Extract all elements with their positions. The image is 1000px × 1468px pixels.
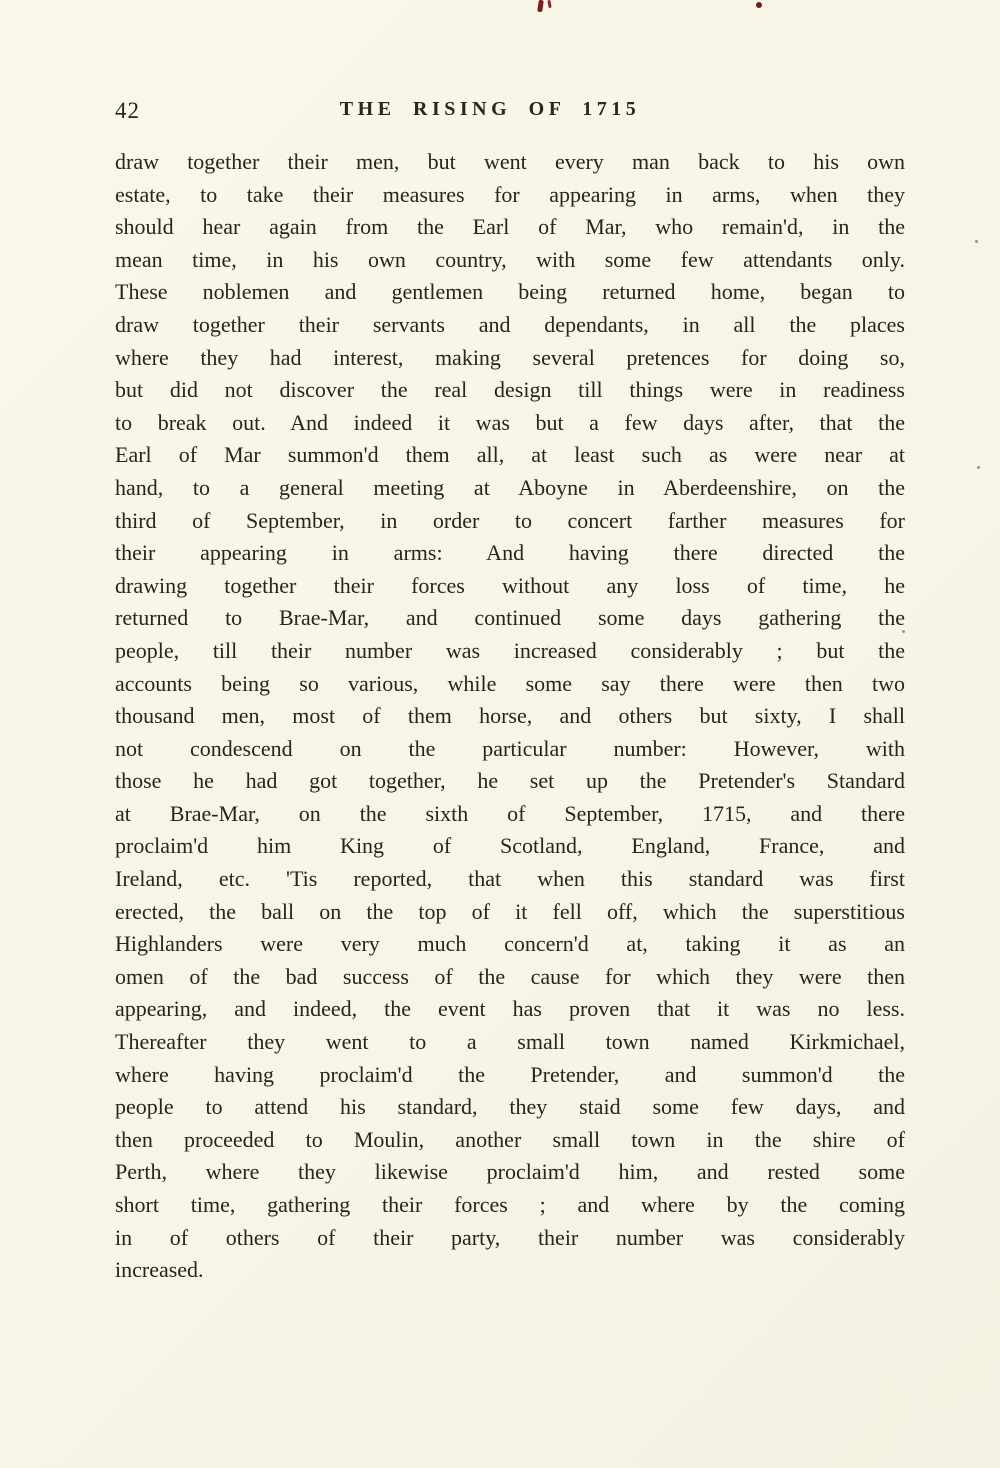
text-line: to break out. And indeed it was but a few days after, that the bbox=[115, 409, 905, 435]
text-line: Highlanders were very much concern'd at, taking it as an bbox=[115, 931, 905, 957]
running-title: THE RISING OF 1715 bbox=[339, 98, 641, 120]
text-line: omen of the bad success of the cause for which they were then bbox=[115, 963, 905, 989]
text-line: people, till their number was increased considerably ; but the bbox=[115, 637, 905, 663]
scan-artifact bbox=[547, 0, 551, 8]
text-line: draw together their servants and dependants, in all the places bbox=[115, 311, 905, 337]
text-line: draw together their men, but went every man back to his own bbox=[115, 149, 905, 174]
text-line: erected, the ball on the top of it fell off, which the superstitious bbox=[115, 898, 905, 924]
text-line: estate, to take their measures for appearing in arms, when they bbox=[115, 181, 905, 207]
text-line: thousand men, most of them horse, and others but sixty, I shall bbox=[115, 703, 905, 729]
text-line: at Brae-Mar, on the sixth of September, 1715, and there bbox=[115, 800, 905, 826]
text-line: people to attend his standard, they staid some few days, and bbox=[115, 1094, 905, 1120]
text-line: in of others of their party, their number was considerably bbox=[115, 1224, 905, 1250]
text-line: Earl of Mar summon'd them all, at least such as were near at bbox=[115, 442, 905, 468]
scan-artifact bbox=[977, 466, 980, 469]
text-line: short time, gathering their forces ; and where by the coming bbox=[115, 1192, 905, 1217]
text-line: third of September, in order to concert farther measures for bbox=[115, 507, 905, 533]
text-line: where they had interest, making several pretences for doing so, bbox=[115, 344, 905, 370]
page-header bbox=[115, 96, 905, 130]
text-line: accounts being so various, while some say there were then two bbox=[115, 670, 905, 696]
text-line: Perth, where they likewise proclaim'd him, and rested some bbox=[115, 1159, 905, 1185]
text-line: should hear again from the Earl of Mar, who remain'd, in the bbox=[115, 214, 905, 240]
text-line: then proceeded to Moulin, another small town in the shire of bbox=[115, 1126, 905, 1152]
text-line: not condescend on the particular number: However, with bbox=[115, 735, 905, 761]
scan-artifact bbox=[756, 2, 762, 8]
text-line: These noblemen and gentlemen being returned home, began to bbox=[115, 279, 905, 305]
text-line: appearing, and indeed, the event has proven that it was no less. bbox=[115, 996, 905, 1022]
text-line: proclaim'd him King of Scotland, England, France, and bbox=[115, 833, 905, 859]
text-line: hand, to a general meeting at Aboyne in Aberdeenshire, on the bbox=[115, 474, 905, 500]
text-line: where having proclaim'd the Pretender, and summon'd the bbox=[115, 1061, 905, 1087]
text-line: Thereafter they went to a small town named Kirkmichael, bbox=[115, 1029, 905, 1055]
text-line: those he had got together, he set up the Pretender's Standard bbox=[115, 768, 905, 794]
text-line: increased. bbox=[115, 1257, 204, 1283]
scan-artifact bbox=[537, 0, 544, 12]
text-line: but did not discover the real design till things were in readiness bbox=[115, 377, 905, 403]
page-number: 42 bbox=[115, 98, 140, 123]
text-line: Ireland, etc. 'Tis reported, that when this standard was first bbox=[115, 866, 905, 892]
body-text bbox=[115, 146, 905, 1287]
text-line: their appearing in arms: And having there directed the bbox=[115, 540, 905, 566]
text-line: mean time, in his own country, with some few attendants only. bbox=[115, 246, 905, 272]
text-line: returned to Brae-Mar, and continued some days gathering the bbox=[115, 605, 905, 631]
scan-artifact bbox=[975, 240, 978, 243]
text-line: drawing together their forces without any loss of time, he bbox=[115, 572, 905, 598]
